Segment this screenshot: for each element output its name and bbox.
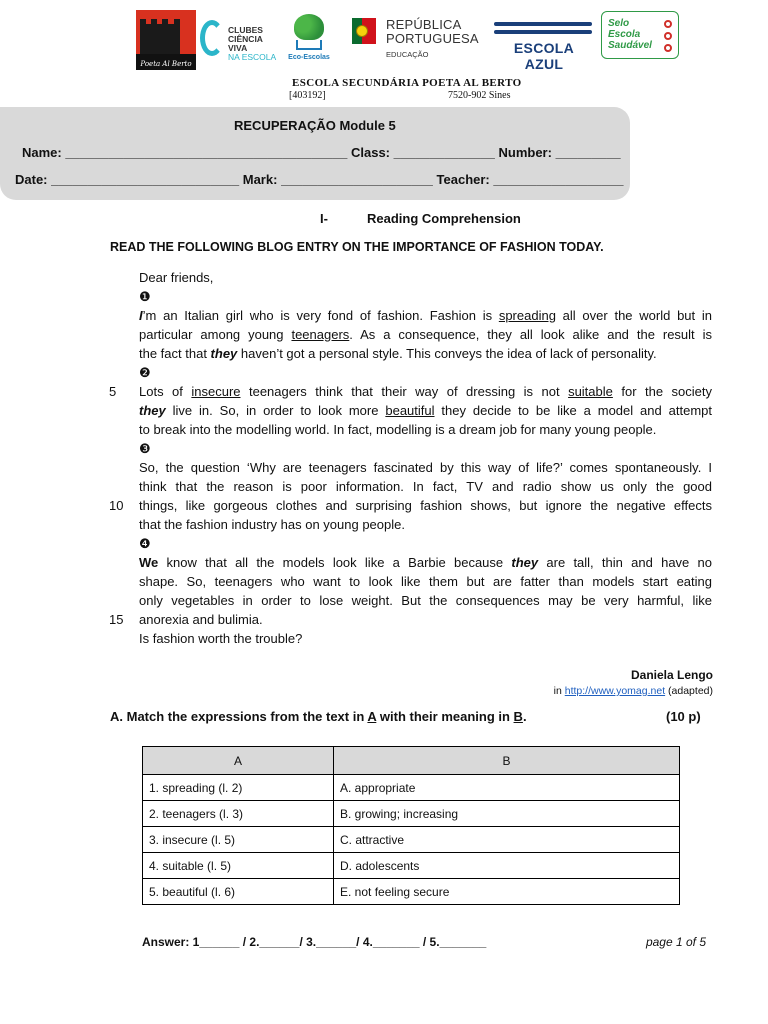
wave-icon [494,22,592,26]
selo-line-3: Saudável [608,40,652,51]
mark-label: Mark: [242,172,278,187]
number-field[interactable]: _________ [555,145,621,160]
blog-line-15: Is fashion worth the trouble? [139,631,303,646]
teacher-field[interactable]: __________________ [493,172,624,187]
date-field[interactable]: __________________________ [51,172,240,187]
table-row [143,801,680,827]
cell-expression: 3. insecure (l. 5) [143,827,334,853]
name-field[interactable]: _______________________________________ [65,145,348,160]
school-name: ESCOLA SECUNDÁRIA POETA AL BERTO [292,77,522,89]
flag-icon [352,18,376,44]
selo-line-1: Selo [608,18,630,29]
castle-icon [140,24,180,54]
column-header-b: B [334,747,680,775]
ccv-line-2: CIÊNCIA VIVA [228,34,263,53]
table-row [143,827,680,853]
paragraph-marker-1: ❶ [139,289,151,304]
circle-icon [664,32,672,40]
date-label: Date: [15,172,48,187]
poeta-al-berto-logo [136,10,196,70]
blog-source: in http://www.yomag.net (adapted) [553,685,713,697]
cell-expression: 1. spreading (l. 2) [143,775,334,801]
paragraph-marker-3: ❸ [139,441,151,456]
line-number-5: 5 [109,384,117,399]
section-heading [320,211,521,226]
matching-table [142,746,680,905]
blog-line-14: anorexia and bulimia. [139,612,263,627]
blog-line-7: So, the question ‘Why are teenagers fascinated by this way of life?’ comes spontaneously. I [139,460,712,475]
c-icon [200,20,224,56]
line-number-15: 15 [109,612,124,627]
circle-icon [664,20,672,28]
ciencia-viva-logo [200,16,282,62]
mark-field[interactable]: _____________________ [281,172,433,187]
circle-icon [664,44,672,52]
info-row-date [15,172,624,187]
page-number: page 1 of 5 [645,935,706,949]
info-row-name [22,145,621,160]
column-header-a: A [143,747,334,775]
exercise-points: (10 p) [666,709,701,724]
blog-line-12: shape. So, teenagers who want to look like them but are fatter than models start eating [139,574,712,589]
table-row [143,879,680,905]
blog-line-10: that the fashion industry has on young people. [139,517,405,532]
republica-portuguesa-logo [350,14,478,64]
cell-expression: 4. suitable (l. 5) [143,853,334,879]
section-title: Reading Comprehension [367,211,521,226]
class-field[interactable]: ______________ [393,145,495,160]
student-info-box [0,107,630,200]
blog-line-1: I’m an Italian girl who is very fond of fashion. Fashion is spreading all over the world but in [139,308,713,323]
blog-line-9: things, like gorgeous clothes and surprising fashion shows, but ignore the negative effects [139,498,712,513]
wave-icon [494,30,592,34]
book-icon [296,40,322,50]
blog-line-11: We know that all the models look like a Barbie because they are tall, thin and have no [139,555,712,570]
blog-greeting: Dear friends, [139,270,214,285]
cell-meaning: B. growing; increasing [334,801,680,827]
source-link[interactable]: http://www.yomag.net [564,685,666,697]
escola-azul-label: ESCOLA AZUL [513,40,575,72]
blog-line-3: the fact that they haven’t got a personal style. This conveys the idea of lack of personality. [139,346,657,361]
ccv-line-1: CLUBES [228,25,263,35]
cell-expression: 5. beautiful (l. 6) [143,879,334,905]
table-header-row [143,747,680,775]
blog-line-5: they live in. So, in order to look more beautiful they decide to be like a model and attempt [139,403,712,418]
section-number: I- [320,211,328,226]
eco-escolas-logo [286,14,332,64]
tree-icon [294,14,324,40]
exercise-a-instruction: A. Match the expressions from the text in A with their meaning in B. [110,709,527,724]
escola-azul-logo [492,18,594,72]
table-row [143,775,680,801]
blog-line-8: think that the reason is poor information. In fact, TV and radio show us only the good [139,479,712,494]
selo-escola-saudavel-logo [601,11,679,59]
teacher-label: Teacher: [436,172,490,187]
logo-row [0,8,768,72]
rp-line-1: REPÚBLICA [386,17,462,32]
cell-expression: 2. teenagers (l. 3) [143,801,334,827]
cell-meaning: A. appropriate [334,775,680,801]
blog-author: Daniela Lengo [630,668,713,682]
cell-meaning: C. attractive [334,827,680,853]
blog-line-4: Lots of insecure teenagers think that their way of dressing is not suitable for the society [139,384,712,399]
rp-educacao: EDUCAÇÃO [386,50,429,59]
ccv-line-3: NA ESCOLA [228,52,277,62]
school-postal: 7520-902 Sines [448,90,511,101]
paragraph-marker-2: ❷ [139,365,151,380]
logo-caption: Poeta Al Berto [140,60,192,68]
paragraph-marker-4: ❹ [139,536,151,551]
table-row [143,853,680,879]
school-code: [403192] [289,90,326,101]
test-title: RECUPERAÇÃO Module 5 [234,118,396,133]
blog-line-6: to break into the modelling world. In fact, modelling is a dream job for many young people. [139,422,657,437]
class-label: Class: [350,145,391,160]
answer-line[interactable]: Answer: 1______ / 2.______/ 3.______/ 4._______ / 5._______ [142,935,487,949]
cell-meaning: E. not feeling secure [334,879,680,905]
blog-line-13: only vegetables in order to lose weight. But the consequences may be very harmful, like [139,593,712,608]
selo-line-2: Escola [608,29,641,40]
blog-line-2: particular among young teenagers. As a consequence, they all look alike and the result is [139,327,712,342]
cell-meaning: D. adolescents [334,853,680,879]
line-number-10: 10 [109,498,124,513]
reading-instruction: READ THE FOLLOWING BLOG ENTRY ON THE IMPORTANCE OF FASHION TODAY. [110,240,604,254]
eco-label: Eco-Escolas [288,54,330,61]
number-label: Number: [498,145,552,160]
name-label: Name: [22,145,62,160]
rp-line-2: PORTUGUESA [386,31,479,46]
